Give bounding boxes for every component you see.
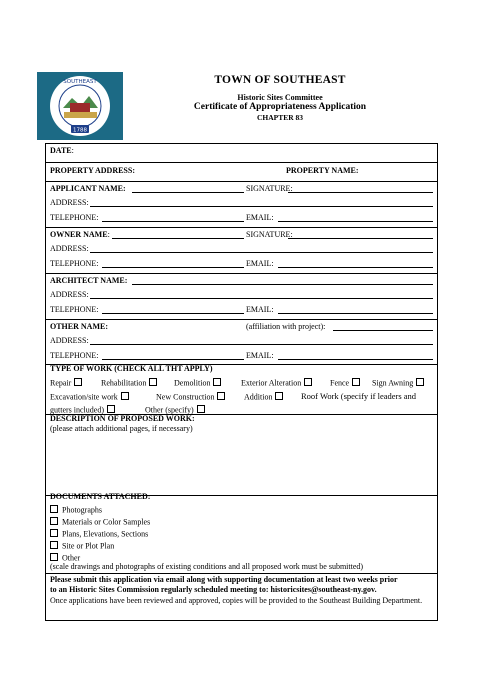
other-telephone-label: TELEPHONE:: [50, 351, 99, 360]
excavation-label: Excavation/site work: [50, 392, 118, 402]
addition-checkbox[interactable]: [275, 392, 283, 400]
documents-item-other: Other: [47, 553, 80, 563]
owner-telephone-field[interactable]: [102, 267, 244, 268]
architect-telephone-label: TELEPHONE:: [50, 305, 99, 314]
fence-label: Fence: [330, 378, 350, 388]
other-email-field[interactable]: [278, 359, 433, 360]
owner-address-field[interactable]: [90, 252, 433, 253]
excavation-option: [50, 392, 131, 402]
fence-checkbox[interactable]: [352, 378, 360, 386]
work-type-row-1: [50, 378, 84, 388]
owner-email-label: EMAIL:: [246, 259, 274, 268]
other-affiliation-field[interactable]: [333, 330, 433, 331]
other-document-checkbox[interactable]: [50, 553, 58, 561]
rehabilitation-label: Rehabilitation: [101, 378, 147, 388]
other-affiliation-label: (affiliation with project):: [246, 322, 326, 331]
documents-item-photographs: Photographs: [47, 505, 102, 515]
architect-email-field[interactable]: [278, 313, 433, 314]
other-specify-checkbox[interactable]: [197, 405, 205, 413]
exterior-alteration-option: [241, 378, 314, 388]
new-construction-option: [156, 392, 227, 402]
owner-signature-field[interactable]: [288, 238, 433, 239]
submission-line-2: to an Historic Sites Commission regularly scheduled meeting to: historicsites@southeast-ny.gov.: [50, 585, 377, 594]
other-address-label: ADDRESS:: [50, 336, 89, 345]
submission-line-3: Once applications have been reviewed and approved, copies will be provided to the Southeast Building Department.: [50, 596, 423, 605]
owner-telephone-label: TELEPHONE:: [50, 259, 99, 268]
form-title: Certificate of Appropriateness Application: [193, 102, 367, 112]
other-section: [46, 319, 437, 320]
repair-checkbox[interactable]: [74, 378, 82, 386]
architect-section: [46, 273, 437, 274]
applicant-name-label: APPLICANT NAME:: [50, 184, 126, 193]
demolition-option: [174, 378, 223, 388]
applicant-telephone-label: TELEPHONE:: [50, 213, 99, 222]
addition-label: Addition: [244, 392, 273, 402]
documents-item-materials: Materials or Color Samples: [47, 517, 150, 527]
exterior-alteration-checkbox[interactable]: [304, 378, 312, 386]
owner-section: [46, 227, 437, 228]
applicant-email-label: EMAIL:: [246, 213, 274, 222]
description-title: DESCRIPTION OF PROPOSED WORK:: [50, 414, 195, 423]
roof-work-label: Roof Work (specify if leaders and: [301, 391, 417, 401]
description-field[interactable]: [48, 436, 435, 494]
documents-item-plans: Plans, Elevations, Sections: [47, 529, 148, 539]
demolition-checkbox[interactable]: [213, 378, 221, 386]
applicant-signature-label: SIGNATURE:: [246, 184, 293, 193]
other-name-label: OTHER NAME:: [50, 322, 108, 331]
date-label: DATE:: [50, 146, 74, 155]
repair-label: Repair: [50, 378, 72, 388]
demolition-label: Demolition: [174, 378, 211, 388]
materials-checkbox[interactable]: [50, 517, 58, 525]
property-name-label: PROPERTY NAME:: [286, 166, 359, 175]
applicant-signature-field[interactable]: [288, 192, 433, 193]
applicant-name-field[interactable]: [132, 192, 244, 193]
sign-awning-checkbox[interactable]: [416, 378, 424, 386]
other-address-field[interactable]: [90, 344, 433, 345]
submission-line-1: Please submit this application via email along with supporting documentation at least two weeks prior: [50, 575, 398, 584]
site-plan-checkbox[interactable]: [50, 541, 58, 549]
rehabilitation-option: [101, 378, 159, 388]
addition-option: [244, 392, 285, 402]
other-telephone-field[interactable]: [102, 359, 244, 360]
seal-building: [70, 103, 90, 112]
roof-work-checkbox[interactable]: [107, 405, 115, 413]
excavation-checkbox[interactable]: [121, 392, 129, 400]
applicant-section: [46, 181, 437, 182]
application-form: [45, 143, 438, 621]
owner-name-label: OWNER NAME:: [50, 230, 110, 239]
applicant-email-field[interactable]: [278, 221, 433, 222]
documents-title: DOCUMENTS ATTACHED:: [50, 492, 151, 501]
sign-awning-option: [372, 378, 426, 388]
town-title: TOWN OF SOUTHEAST: [214, 74, 346, 86]
work-type-title: TYPE OF WORK (CHECK ALL THT APPLY): [50, 364, 213, 373]
description-note: (please attach additional pages, if necessary): [50, 424, 193, 433]
exterior-alteration-label: Exterior Alteration: [241, 378, 302, 388]
rehabilitation-checkbox[interactable]: [149, 378, 157, 386]
architect-address-field[interactable]: [90, 298, 433, 299]
applicant-address-field[interactable]: [90, 206, 433, 207]
architect-name-label: ARCHITECT NAME:: [50, 276, 128, 285]
property-address-label: PROPERTY ADDRESS:: [50, 166, 135, 175]
town-seal-logo: [37, 72, 123, 140]
architect-address-label: ADDRESS:: [50, 290, 89, 299]
documents-note: (scale drawings and photographs of existing conditions and all proposed work must be submitted): [50, 562, 364, 571]
chapter-label: CHAPTER 83: [256, 113, 304, 122]
owner-address-label: ADDRESS:: [50, 244, 89, 253]
new-construction-checkbox[interactable]: [217, 392, 225, 400]
committee-title: Historic Sites Committee: [237, 93, 323, 102]
applicant-address-label: ADDRESS:: [50, 198, 89, 207]
photographs-checkbox[interactable]: [50, 505, 58, 513]
owner-email-field[interactable]: [278, 267, 433, 268]
gutters-label: gutters included): [50, 405, 104, 415]
new-construction-label: New Construction: [156, 392, 215, 402]
town-seal-icon: [37, 72, 123, 140]
other-specify-label: Other (specify): [145, 405, 194, 415]
seal-year: 1788: [73, 127, 87, 134]
fence-option: [330, 378, 362, 388]
sign-awning-label: Sign Awning: [372, 378, 414, 388]
architect-telephone-field[interactable]: [102, 313, 244, 314]
submission-section: [46, 573, 437, 574]
architect-name-field[interactable]: [132, 284, 433, 285]
owner-name-field[interactable]: [112, 238, 244, 239]
property-section: [46, 162, 437, 163]
documents-item-site-plan: Site or Plot Plan: [47, 541, 114, 551]
seal-text: SOUTHEAST: [63, 79, 97, 85]
other-email-label: EMAIL:: [246, 351, 274, 360]
architect-email-label: EMAIL:: [246, 305, 274, 314]
owner-signature-label: SIGNATURE:: [246, 230, 293, 239]
applicant-telephone-field[interactable]: [102, 221, 244, 222]
plans-checkbox[interactable]: [50, 529, 58, 537]
seal-field: [64, 112, 97, 118]
